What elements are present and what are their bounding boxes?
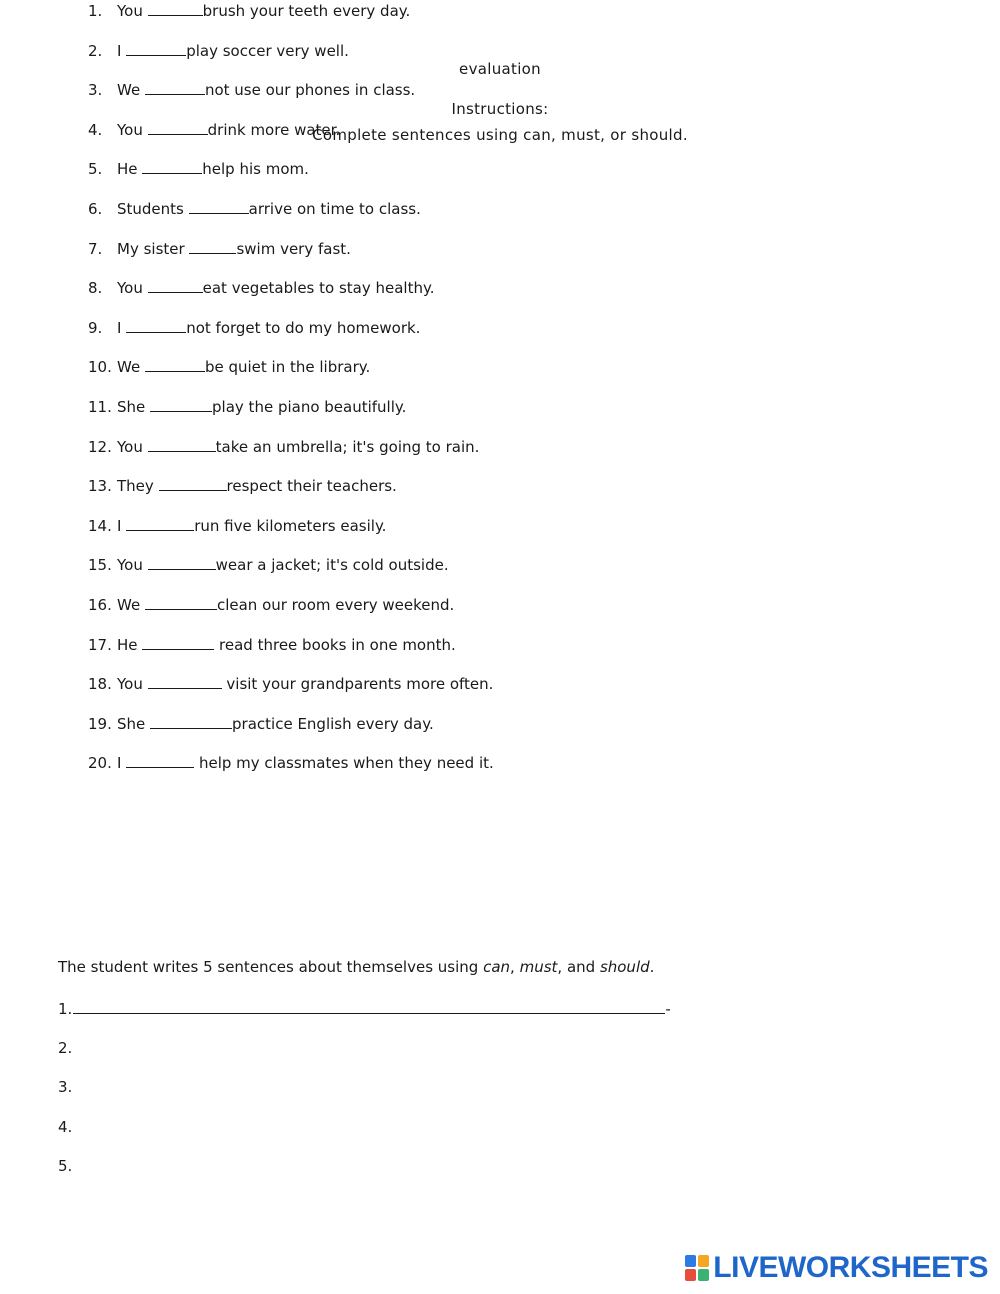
sentence-end: play the piano beautifully. — [212, 398, 407, 416]
sentence-end: swim very fast. — [236, 239, 351, 258]
writing-task — [58, 958, 654, 976]
sentence-start: You — [117, 675, 148, 694]
item-number: 6. — [88, 200, 103, 218]
item-sentence — [117, 594, 454, 616]
answer-blank[interactable] — [142, 158, 202, 174]
liveworksheets-logo — [685, 1252, 988, 1284]
worksheet-title: evaluation — [459, 60, 541, 78]
sentence-end: visit your grandparents more often. — [221, 675, 494, 694]
answer-blank[interactable] — [142, 634, 214, 650]
task-end: . — [649, 958, 655, 976]
item-sentence — [117, 40, 349, 62]
item-number: 19. — [88, 714, 112, 733]
item-sentence — [117, 198, 421, 220]
answer-blank[interactable] — [150, 396, 212, 412]
item-sentence — [117, 475, 397, 497]
sentence-end: read three books in one month. — [214, 635, 456, 654]
item-number: 2. — [88, 41, 103, 60]
answer-blank[interactable] — [145, 79, 205, 95]
item-number: 11. — [88, 398, 112, 416]
sentence-start: Students — [117, 200, 189, 218]
item-sentence — [117, 277, 434, 299]
sentence-start: She — [117, 398, 151, 416]
item-sentence — [117, 673, 493, 695]
answer-blank[interactable] — [159, 475, 227, 491]
task-sep: , and — [557, 958, 600, 976]
answer-row — [58, 1037, 72, 1059]
item-number: 1. — [88, 2, 103, 20]
answer-row — [58, 1155, 72, 1177]
answer-blank[interactable] — [126, 752, 194, 768]
sentence-end: not use our phones in class. — [204, 81, 416, 100]
brand-text: LIVEWORKSHEETS — [713, 1251, 988, 1284]
item-sentence — [117, 79, 415, 101]
answer-number: 5. — [58, 1157, 73, 1176]
item-number: 4. — [88, 120, 103, 139]
answer-blank[interactable] — [148, 673, 222, 689]
sentence-end: be quiet in the library. — [204, 358, 371, 377]
answer-blank[interactable] — [150, 713, 232, 729]
sentence-start: He — [117, 160, 143, 179]
sentence-end: drink more water. — [207, 120, 341, 139]
answer-row — [58, 1076, 72, 1098]
item-number: 17. — [88, 635, 112, 654]
answer-number: 4. — [58, 1117, 73, 1136]
sentence-start: He — [117, 635, 143, 654]
sentence-end: help his mom. — [202, 160, 309, 179]
answer-number: 3. — [58, 1078, 73, 1097]
answer-blank[interactable] — [189, 238, 236, 254]
sentence-end: take an umbrella; it's going to rain. — [215, 437, 480, 456]
item-sentence — [117, 317, 420, 339]
sentence-end: play soccer very well. — [186, 41, 349, 60]
sentence-end: help my classmates when they need it. — [194, 754, 494, 773]
sentence-start: You — [117, 279, 148, 298]
item-sentence — [117, 752, 494, 774]
sentence-end: wear a jacket; it's cold outside. — [215, 556, 449, 575]
item-number: 14. — [88, 516, 112, 535]
task-should: should — [599, 958, 650, 976]
sentence-start: They — [117, 477, 159, 496]
answer-blank[interactable] — [189, 198, 249, 214]
item-sentence — [117, 713, 434, 735]
task-must: must — [519, 958, 558, 976]
item-sentence — [117, 238, 351, 260]
sentence-start: I — [117, 318, 127, 337]
answer-blank[interactable] — [148, 436, 216, 452]
answer-row — [58, 1116, 72, 1138]
sentence-end: brush your teeth every day. — [202, 2, 411, 20]
answer-line[interactable] — [73, 997, 665, 1014]
task-sep: , — [510, 958, 520, 976]
sentence-end: not forget to do my homework. — [186, 318, 421, 337]
task-text: The student writes 5 sentences about themselves using — [58, 958, 484, 976]
sentence-start: My sister — [117, 239, 190, 258]
item-sentence — [117, 356, 370, 378]
item-number: 5. — [88, 160, 103, 179]
sentence-start: We — [117, 596, 145, 614]
sentence-start: We — [117, 358, 145, 377]
liveworksheets-icon — [685, 1255, 709, 1281]
answer-blank[interactable] — [145, 356, 205, 372]
item-sentence — [117, 634, 456, 656]
item-sentence — [117, 436, 479, 458]
item-number: 15. — [88, 556, 112, 575]
task-can: can — [483, 958, 511, 976]
item-number: 3. — [88, 81, 103, 100]
instructions-text: Complete sentences using can, must, or should. — [312, 126, 688, 144]
answer-blank[interactable] — [148, 277, 203, 293]
sentence-end: run five kilometers easily. — [194, 516, 387, 535]
answer-blank[interactable] — [145, 594, 217, 610]
item-number: 20. — [88, 754, 112, 773]
answer-suffix: - — [665, 1000, 671, 1018]
sentence-end: arrive on time to class. — [248, 200, 421, 218]
sentence-end: respect their teachers. — [226, 477, 397, 496]
item-sentence — [117, 0, 410, 22]
item-number: 9. — [88, 318, 103, 337]
sentence-start: I — [117, 754, 127, 773]
answer-blank[interactable] — [148, 119, 208, 135]
item-number: 18. — [88, 675, 112, 694]
sentence-end: eat vegetables to stay healthy. — [202, 279, 435, 298]
sentence-start: You — [117, 2, 148, 20]
sentence-start: You — [117, 556, 148, 575]
answer-row — [58, 997, 671, 1019]
sentence-start: You — [117, 437, 148, 456]
answer-blank[interactable] — [148, 0, 203, 16]
instructions-label: Instructions: — [451, 100, 549, 118]
item-number: 7. — [88, 239, 103, 258]
sentence-end: practice English every day. — [232, 714, 434, 733]
item-sentence — [117, 119, 340, 141]
sentence-start: I — [117, 41, 127, 60]
answer-blank[interactable] — [126, 317, 186, 333]
answer-number: 2. — [58, 1038, 73, 1057]
item-sentence — [117, 515, 386, 537]
item-sentence — [117, 158, 309, 180]
answer-blank[interactable] — [126, 515, 194, 531]
item-sentence — [117, 396, 406, 418]
item-number: 16. — [88, 596, 112, 614]
item-number: 10. — [88, 358, 112, 377]
sentence-start: You — [117, 120, 148, 139]
answer-number: 1. — [58, 1000, 73, 1018]
sentence-start: We — [117, 81, 145, 100]
sentence-start: I — [117, 516, 127, 535]
answer-blank[interactable] — [126, 40, 186, 56]
item-number: 12. — [88, 437, 112, 456]
item-number: 8. — [88, 279, 103, 298]
sentence-start: She — [117, 714, 151, 733]
answer-blank[interactable] — [148, 554, 216, 570]
item-sentence — [117, 554, 449, 576]
sentence-end: clean our room every weekend. — [216, 596, 455, 614]
item-number: 13. — [88, 477, 112, 496]
